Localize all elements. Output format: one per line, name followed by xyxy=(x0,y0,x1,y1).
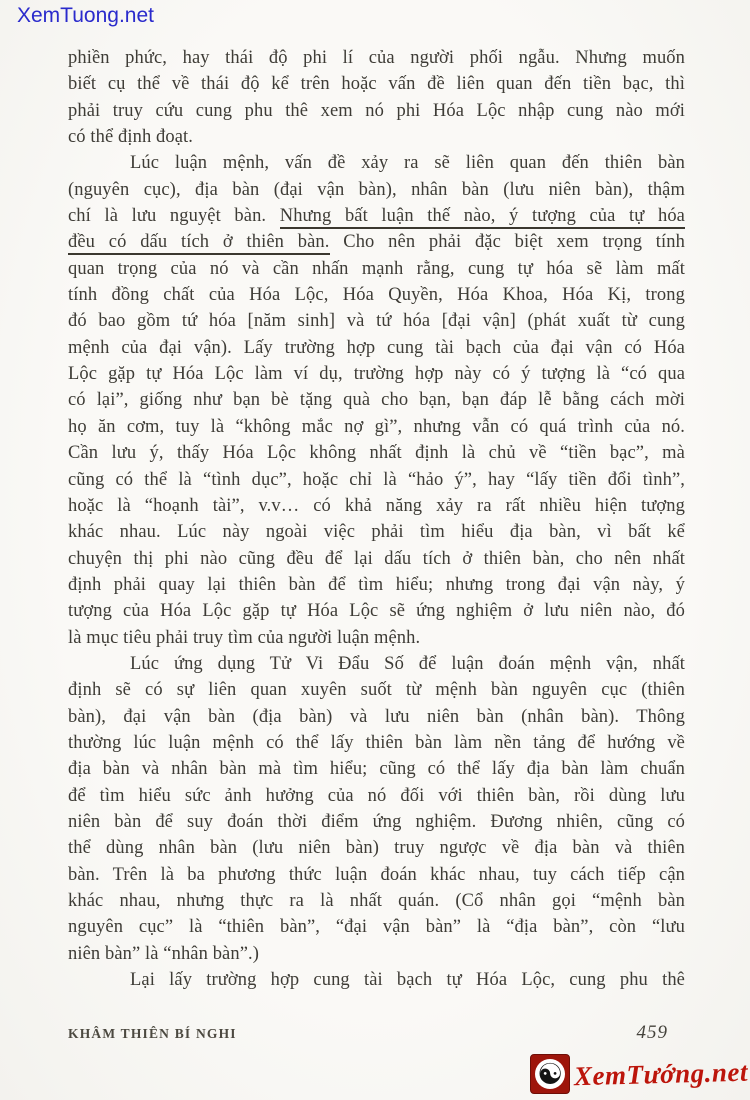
text-line xyxy=(68,519,685,545)
text-line xyxy=(68,835,685,861)
text-line xyxy=(68,229,685,255)
text-line xyxy=(68,440,685,466)
text-line xyxy=(68,730,685,756)
text-line xyxy=(68,862,685,888)
text-line xyxy=(68,467,685,493)
text-line xyxy=(68,677,685,703)
yin-yang-icon: ☯ xyxy=(537,1057,564,1091)
text-line xyxy=(68,98,685,124)
text-segment: cũng có thể là “tình dục”, hoặc chỉ là “hảo ý”, hay “lấy tiền đổi tình”, xyxy=(68,469,685,490)
text-line xyxy=(68,414,685,440)
text-segment: thể dùng nhân bàn (lưu niên bàn) truy ngược về địa bàn và thiên xyxy=(68,838,685,859)
text-line xyxy=(68,493,685,519)
text-line xyxy=(68,387,685,413)
text-line xyxy=(68,941,685,967)
text-segment: Lúc luận mệnh, vấn đề xảy ra sẽ liên quan đến thiên bàn xyxy=(130,153,685,174)
text-segment: định phải quay lại thiên bàn để tìm hiểu; nhưng trong đại vận này, ý xyxy=(68,574,685,595)
text-segment: tính đồng chất của Hóa Lộc, Hóa Quyền, Hóa Khoa, Hóa Kị, trong xyxy=(68,285,685,306)
text-segment: Lộc gặp tự Hóa Lộc làm ví dụ, trường hợp này có ý tượng là “có qua xyxy=(68,364,685,385)
text-segment: địa bàn và nhân bàn mà tìm hiểu; cũng có thể lấy địa bàn làm chuẩn xyxy=(68,759,685,780)
text-line xyxy=(68,203,685,229)
text-segment: định sẽ có sự liên quan xuyên suốt từ mệnh bàn nguyên cục (thiên xyxy=(68,680,685,701)
text-segment: (nguyên cục), địa bàn (đại vận bàn), nhân bàn (lưu niên bàn), thậm xyxy=(68,179,685,200)
text-line xyxy=(68,598,685,624)
page-number: 459 xyxy=(636,1022,668,1043)
text-segment: nguyên cục” là “thiên bàn”, “đại vận bàn” là “địa bàn”, còn “lưu xyxy=(68,917,685,938)
text-line xyxy=(68,150,685,176)
text-line xyxy=(68,651,685,677)
text-segment: bàn. Trên là ba phương thức luận đoán khác nhau, tuy cách tiếp cận xyxy=(68,864,685,885)
text-line xyxy=(68,124,685,150)
hand-underlined-text: đều có dấu tích ở thiên bàn. xyxy=(68,232,330,255)
running-title: KHÂM THIÊN BÍ NGHI xyxy=(68,1026,237,1041)
text-line xyxy=(68,361,685,387)
text-line xyxy=(68,888,685,914)
text-segment: thường lúc luận mệnh có thể lấy thiên bàn làm nền tảng để hướng về xyxy=(68,732,685,753)
text-line xyxy=(68,809,685,835)
page-body xyxy=(68,45,685,993)
text-line xyxy=(68,45,685,71)
text-segment: khác nhau. Lúc này ngoài việc phải tìm hiểu địa bàn, vì bất kể xyxy=(68,522,685,543)
text-segment: để tìm hiểu sức ảnh hưởng của nó đối với thiên bàn, rồi dùng lưu xyxy=(68,785,685,806)
text-line xyxy=(68,177,685,203)
text-segment: bàn), đại vận bàn (địa bàn) và lưu niên bàn (nhân bàn). Thông xyxy=(68,706,685,727)
text-segment: tượng của Hóa Lộc gặp tự Hóa Lộc sẽ ứng nghiệm ở lưu niên nào, đó xyxy=(68,601,685,622)
text-segment: đó bao gồm tứ hóa [năm sinh] và tứ hóa [đại vận] (phát xuất từ cung xyxy=(68,311,685,332)
text-segment: phải truy cứu cung phu thê xem nó phi Hóa Lộc nhập cung nào mới xyxy=(68,100,685,121)
text-segment: biết cụ thể về thái độ kể trên hoặc vấn đề liên quan đến tiền bạc, thì xyxy=(68,74,685,95)
text-line xyxy=(68,704,685,730)
text-segment: là mục tiêu phải truy tìm của người luận mệnh. xyxy=(68,627,421,648)
text-line xyxy=(68,756,685,782)
text-segment: chí là lưu nguyệt bàn. xyxy=(68,206,280,227)
text-line xyxy=(68,308,685,334)
site-logo[interactable] xyxy=(530,1054,748,1094)
text-line xyxy=(68,256,685,282)
text-line xyxy=(68,546,685,572)
text-line xyxy=(68,914,685,940)
text-segment: khác nhau, nhưng thực ra là nhất quán. (Cổ nhân gọi “mệnh bàn xyxy=(68,891,685,911)
text-line xyxy=(68,783,685,809)
text-segment: có lại”, giống như bạn bè tặng quà cho bạn, bạn đáp lễ bằng cách mời xyxy=(68,390,685,411)
text-line xyxy=(68,625,685,651)
page-footer xyxy=(68,1022,668,1044)
text-segment: mệnh của đại vận). Lấy trường hợp cung tài bạch của đại vận có Hóa xyxy=(68,337,685,358)
watermark-link[interactable]: XemTuong.net xyxy=(17,4,154,27)
text-segment: có thể định đoạt. xyxy=(68,127,194,148)
text-line xyxy=(68,335,685,361)
text-segment: Cần lưu ý, thấy Hóa Lộc không nhất định là chủ về “tiền bạc”, mà xyxy=(68,443,685,464)
text-segment: Cho nên phải đặc biệt xem trọng tính xyxy=(329,232,685,253)
yin-yang-badge xyxy=(530,1054,570,1094)
text-segment: họ ăn cơm, tuy là “không mắc nợ gì”, nhưng vẫn có quá trình của nó. xyxy=(68,416,685,437)
text-segment: Lúc ứng dụng Tử Vi Đẩu Số để luận đoán mệnh vận, nhất xyxy=(130,653,685,674)
text-line xyxy=(68,282,685,308)
text-segment: niên bàn” là “nhân bàn”.) xyxy=(68,943,260,964)
text-line xyxy=(68,71,685,97)
text-line xyxy=(68,572,685,598)
text-segment: niên bàn để suy đoán thời điểm ứng nghiệm. Đương nhiên, cũng có xyxy=(68,811,685,832)
text-segment: Lại lấy trường hợp cung tài bạch tự Hóa Lộc, cung phu thê xyxy=(130,970,685,991)
text-segment: quan trọng của nó và cần nhấn mạnh rằng, cung tự hóa sẽ làm mất xyxy=(68,258,685,279)
text-segment: chuyện thị phi nào cũng đều để lại dấu tích ở thiên bàn, cho nên nhất xyxy=(68,548,685,569)
hand-underlined-text: Nhưng bất luận thế nào, ý tượng của tự hóa xyxy=(280,206,685,229)
text-segment: phiền phức, hay thái độ phi lí của người phối ngẫu. Nhưng muốn xyxy=(68,48,685,68)
text-line xyxy=(68,967,685,993)
text-segment: hoặc là “hoạnh tài”, v.v… có khả năng xảy ra rất nhiều hiện tượng xyxy=(68,495,685,516)
logo-text: XemTướng.net xyxy=(573,1056,749,1091)
